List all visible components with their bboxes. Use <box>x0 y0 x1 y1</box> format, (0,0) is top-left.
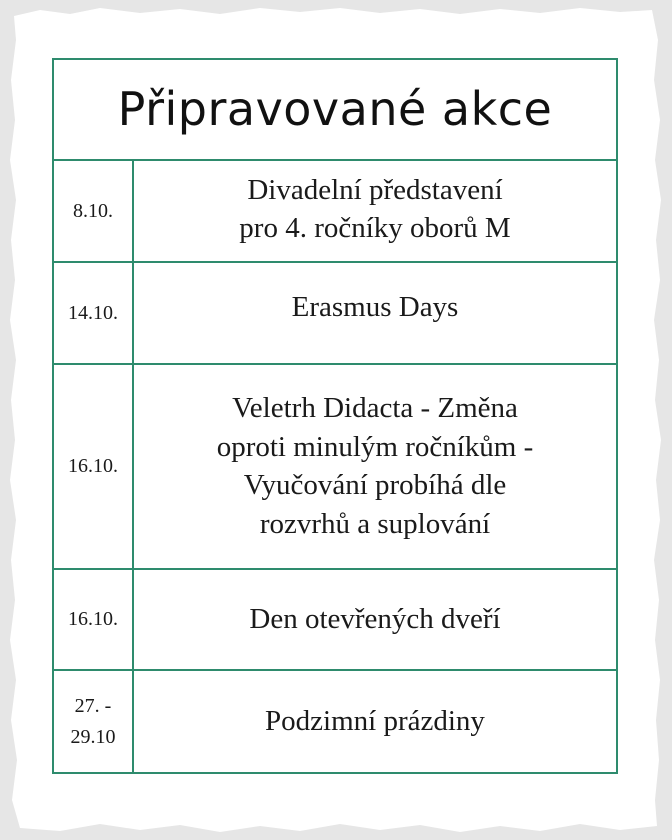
event-description: Veletrh Didacta - Změna oproti minulým ročníkům - Vyučování probíhá dle rozvrhů a suplování <box>216 392 534 540</box>
event-date: 16.10. <box>54 365 134 567</box>
event-date: 14.10. <box>54 263 134 363</box>
table-row <box>54 365 616 569</box>
event-description: Erasmus Days <box>291 291 459 324</box>
event-date: 27. - 29.10 <box>54 671 134 772</box>
table-row <box>54 161 616 264</box>
table-row <box>54 570 616 672</box>
table-row <box>54 671 616 772</box>
table-title-cell <box>54 60 616 161</box>
event-date: 8.10. <box>54 161 134 262</box>
table-row <box>54 263 616 365</box>
event-description: Divadelní představení pro 4. ročníky oborů M <box>239 173 511 245</box>
event-description: Podzimní prázdiny <box>265 705 485 738</box>
event-date: 16.10. <box>54 570 134 670</box>
events-table <box>52 58 618 774</box>
event-description: Den otevřených dveří <box>249 603 501 636</box>
page-title: Připravované akce <box>117 82 553 137</box>
